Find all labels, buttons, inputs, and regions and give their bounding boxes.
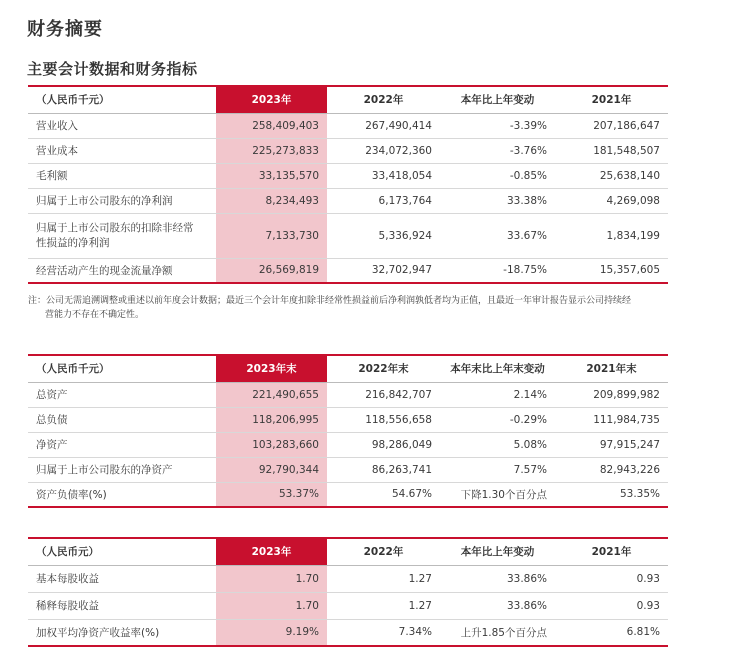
cell-value: 98,286,049 [327,432,440,457]
cell-change: 7.57% [440,457,555,482]
cell-value: 6,173,764 [327,188,440,213]
header-change: 本年比上年变动 [440,538,555,565]
row-label: 净资产 [28,432,216,457]
row-label: 营业收入 [28,113,216,138]
cell-value: 111,984,735 [555,407,668,432]
cell-value: 0.93 [555,592,668,619]
header-change: 本年比上年变动 [440,86,555,113]
cell-value: 221,490,655 [216,382,327,407]
cell-change: 上升1.85个百分点 [440,619,555,646]
cell-value: 1.27 [327,565,440,592]
table-row [28,482,668,507]
row-label: 稀释每股收益 [28,592,216,619]
cell-value: 53.37% [216,482,327,507]
per-share-table [28,537,668,647]
header-2021: 2021年 [555,538,668,565]
header-current-year-end: 2023年末 [216,355,327,382]
cell-change: -0.85% [440,163,555,188]
cell-value: 92,790,344 [216,457,327,482]
row-label: 归属于上市公司股东的净资产 [28,457,216,482]
row-label: 加权平均净资产收益率(%) [28,619,216,646]
row-label: 营业成本 [28,138,216,163]
cell-value: 1.70 [216,592,327,619]
section-title: 主要会计数据和财务指标 [27,60,198,78]
header-change: 本年末比上年末变动 [440,355,555,382]
cell-value: 1.27 [327,592,440,619]
table-row [28,188,668,213]
header-2021-end: 2021年末 [555,355,668,382]
header-prior-year: 2022年 [327,86,440,113]
cell-value: 15,357,605 [555,258,668,283]
cell-change: 33.67% [440,213,555,258]
table-header-row [28,355,668,382]
cell-value: 82,943,226 [555,457,668,482]
cell-value: 86,263,741 [327,457,440,482]
table-row [28,619,668,646]
cell-value: 25,638,140 [555,163,668,188]
cell-value: 216,842,707 [327,382,440,407]
cell-value: 1,834,199 [555,213,668,258]
cell-change: 33.86% [440,592,555,619]
cell-change: 33.38% [440,188,555,213]
table-header-row [28,86,668,113]
header-current-year: 2023年 [216,86,327,113]
cell-value: 118,556,658 [327,407,440,432]
header-current-year: 2023年 [216,538,327,565]
footnote-line-2: 营能力不存在不确定性。 [45,310,145,320]
header-unit: （人民币千元） [28,355,216,382]
balance-table [28,354,668,508]
row-label: 总负债 [28,407,216,432]
table-row [28,432,668,457]
cell-value: 118,206,995 [216,407,327,432]
cell-value: 8,234,493 [216,188,327,213]
cell-value: 97,915,247 [555,432,668,457]
cell-value: 1.70 [216,565,327,592]
header-2021: 2021年 [555,86,668,113]
cell-change: 2.14% [440,382,555,407]
cell-value: 267,490,414 [327,113,440,138]
row-label: 资产负债率(%) [28,482,216,507]
table-row [28,407,668,432]
table-row [28,565,668,592]
header-unit: （人民币千元） [28,86,216,113]
cell-value: 32,702,947 [327,258,440,283]
cell-value: 53.35% [555,482,668,507]
footnote-line-1: 注：公司无需追溯调整或重述以前年度会计数据；最近三个会计年度扣除非经常性损益前后净利润孰低者均为正值，且最近一年审计报告显示公司持续经 [28,296,632,306]
cell-change: 33.86% [440,565,555,592]
cell-value: 225,273,833 [216,138,327,163]
table-row [28,457,668,482]
row-label: 归属于上市公司股东的净利润 [28,188,216,213]
cell-change: -3.76% [440,138,555,163]
row-label: 归属于上市公司股东的扣除非经常性损益的净利润 [28,213,216,258]
cell-value: 234,072,360 [327,138,440,163]
cell-value: 33,418,054 [327,163,440,188]
cell-value: 7.34% [327,619,440,646]
cell-value: 26,569,819 [216,258,327,283]
cell-value: 54.67% [327,482,440,507]
row-label: 总资产 [28,382,216,407]
cell-change: 5.08% [440,432,555,457]
row-label: 毛利额 [28,163,216,188]
cell-value: 5,336,924 [327,213,440,258]
table-row [28,592,668,619]
table-row [28,213,668,258]
cell-value: 7,133,730 [216,213,327,258]
header-prior-year: 2022年 [327,538,440,565]
footnote [28,294,676,322]
table-row [28,382,668,407]
cell-value: 33,135,570 [216,163,327,188]
table-row [28,258,668,283]
table-row [28,163,668,188]
cell-change: -0.29% [440,407,555,432]
cell-value: 258,409,403 [216,113,327,138]
cell-change: 下降1.30个百分点 [440,482,555,507]
income-table [28,85,668,284]
page-title: 财务摘要 [27,19,103,40]
cell-change: -3.39% [440,113,555,138]
cell-value: 103,283,660 [216,432,327,457]
table-row [28,138,668,163]
table-header-row [28,538,668,565]
cell-value: 0.93 [555,565,668,592]
row-label: 基本每股收益 [28,565,216,592]
cell-value: 209,899,982 [555,382,668,407]
row-label: 经营活动产生的现金流量净额 [28,258,216,283]
cell-value: 207,186,647 [555,113,668,138]
cell-change: -18.75% [440,258,555,283]
cell-value: 6.81% [555,619,668,646]
cell-value: 9.19% [216,619,327,646]
header-unit: （人民币元） [28,538,216,565]
table-row [28,113,668,138]
cell-value: 4,269,098 [555,188,668,213]
header-prior-year-end: 2022年末 [327,355,440,382]
cell-value: 181,548,507 [555,138,668,163]
